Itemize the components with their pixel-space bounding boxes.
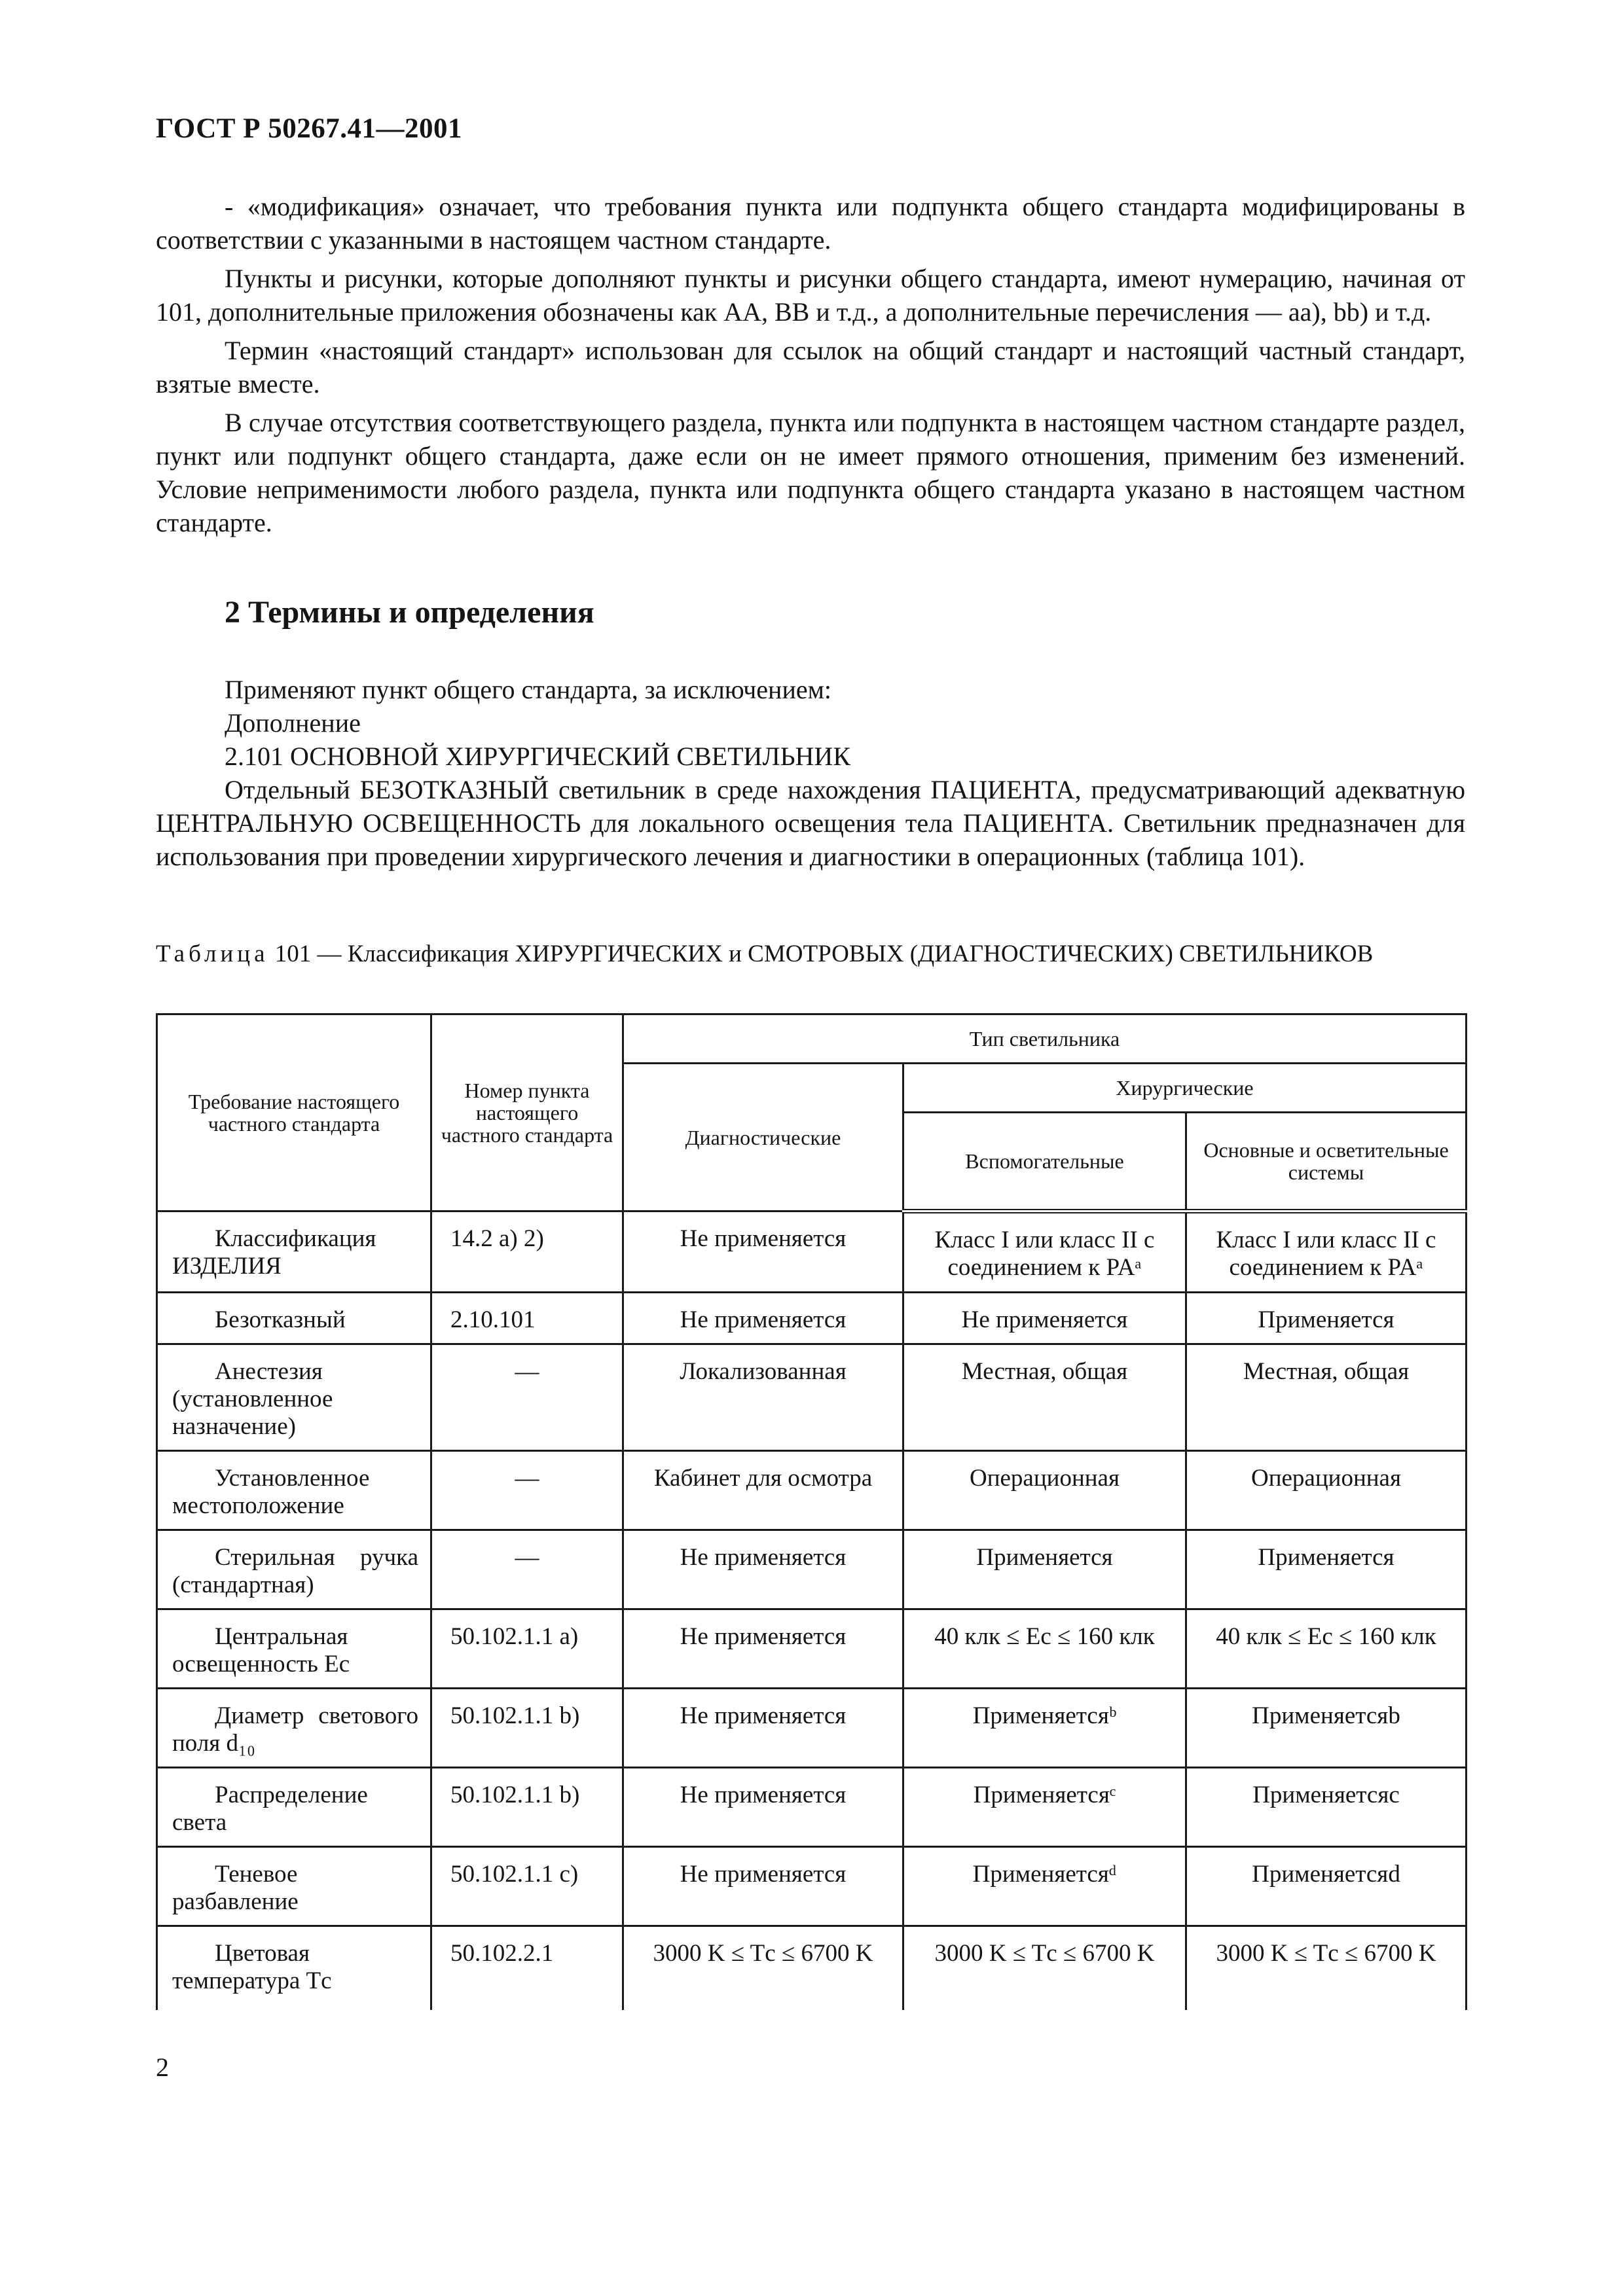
cell-clause: 2.10.101 — [431, 1293, 623, 1344]
section-body — [156, 673, 1465, 873]
cell-diagnostic: Локализованная — [623, 1344, 903, 1451]
table-row — [157, 1451, 1467, 1530]
cell-auxiliary: Местная, общая — [903, 1344, 1186, 1451]
table-row — [157, 1689, 1467, 1768]
cell-auxiliary: Применяетсяᵈ — [903, 1847, 1186, 1926]
cell-requirement: Анестезия (установленное назначение) — [157, 1344, 431, 1451]
page-number: 2 — [156, 2053, 169, 2082]
table-row — [157, 1344, 1467, 1451]
cell-main: Применяется — [1186, 1293, 1467, 1344]
cell-auxiliary: Применяетсяᶜ — [903, 1768, 1186, 1847]
paragraph: Дополнение — [225, 708, 361, 738]
cell-requirement: Цветовая температура Tс — [157, 1926, 431, 2010]
cell-diagnostic: Не применяется — [623, 1609, 903, 1689]
paragraph: Применяют пункт общего стандарта, за исключением: — [225, 675, 832, 704]
cell-requirement: Теневое разбавление — [157, 1847, 431, 1926]
cell-clause: 50.102.2.1 — [431, 1926, 623, 2010]
cell-main: Операционная — [1186, 1451, 1467, 1530]
cell-clause: — — [431, 1451, 623, 1530]
cell-main: Применяетсяb — [1186, 1689, 1467, 1768]
header-surgical: Хирургические — [903, 1064, 1467, 1113]
cell-main: Местная, общая — [1186, 1344, 1467, 1451]
cell-diagnostic: Не применяется — [623, 1847, 903, 1926]
intro-text — [156, 190, 1465, 545]
cell-clause: — — [431, 1344, 623, 1451]
cell-requirement: Распределение света — [157, 1768, 431, 1847]
table-caption — [156, 940, 1465, 969]
cell-clause: 50.102.1.1 a) — [431, 1609, 623, 1689]
cell-main: Применяетсяd — [1186, 1847, 1467, 1926]
table-row — [157, 1293, 1467, 1344]
cell-diagnostic: Не применяется — [623, 1530, 903, 1609]
section-title: 2 Термины и определения — [225, 595, 594, 630]
cell-auxiliary: Применяетсяᵇ — [903, 1689, 1186, 1768]
classification-table — [156, 1013, 1467, 2010]
header-lamp-type: Тип светильника — [623, 1014, 1467, 1064]
header-main: Основные и осветительные системы — [1186, 1113, 1467, 1211]
cell-clause: 50.102.1.1 b) — [431, 1768, 623, 1847]
term-heading: 2.101 ОСНОВНОЙ ХИРУРГИЧЕСКИЙ СВЕТИЛЬНИК — [225, 742, 850, 771]
table-row — [157, 1609, 1467, 1689]
cell-clause: 50.102.1.1 b) — [431, 1689, 623, 1768]
cell-main: Класс I или класс II с соединением к PAᵃ — [1186, 1211, 1467, 1293]
cell-diagnostic: Не применяется — [623, 1689, 903, 1768]
cell-requirement: Стерильная ручка (стандартная) — [157, 1530, 431, 1609]
table-caption-text: 101 — Классификация ХИРУРГИЧЕСКИХ и СМОТРОВЫХ (ДИАГНОСТИЧЕСКИХ) СВЕТИЛЬНИКОВ — [274, 941, 1374, 967]
table-caption-label: Таблица — [156, 941, 269, 967]
cell-diagnostic: Кабинет для осмотра — [623, 1451, 903, 1530]
definition: Отдельный БЕЗОТКАЗНЫЙ светильник в среде нахождения ПАЦИЕНТА, предусматривающий адекватную ЦЕНТРАЛЬНУЮ ОСВЕЩЕННОСТЬ для локального освещения тела ПАЦИЕНТА. Светильник предназначен для использования при проведении хирургического лечения и диагностики в операционных (таблица 101). — [156, 775, 1465, 871]
document-header: ГОСТ Р 50267.41—2001 — [156, 113, 463, 144]
cell-clause: — — [431, 1530, 623, 1609]
header-requirement: Требование настоящего частного стандарта — [157, 1014, 431, 1211]
header-auxiliary: Вспомогательные — [903, 1113, 1186, 1211]
cell-requirement: Классификация ИЗДЕЛИЯ — [157, 1211, 431, 1293]
cell-clause: 14.2 a) 2) — [431, 1211, 623, 1293]
cell-diagnostic: Не применяется — [623, 1211, 903, 1293]
table-row — [157, 1768, 1467, 1847]
paragraph: Термин «настоящий стандарт» использован для ссылок на общий стандарт и настоящий частный стандарт, взятые вместе. — [156, 336, 1465, 399]
table-row — [157, 1211, 1467, 1293]
cell-main: 3000 K ≤ Tс ≤ 6700 K — [1186, 1926, 1467, 2010]
table-row — [157, 1926, 1467, 2010]
cell-auxiliary: Не применяется — [903, 1293, 1186, 1344]
cell-main: 40 клк ≤ Eс ≤ 160 клк — [1186, 1609, 1467, 1689]
cell-requirement: Безотказный — [157, 1293, 431, 1344]
cell-requirement: Установленное местоположение — [157, 1451, 431, 1530]
cell-clause: 50.102.1.1 c) — [431, 1847, 623, 1926]
header-diagnostic: Диагностические — [623, 1064, 903, 1211]
cell-main: Применяетсяc — [1186, 1768, 1467, 1847]
header-clause: Номер пункта настоящего частного стандарта — [431, 1014, 623, 1211]
cell-diagnostic: Не применяется — [623, 1768, 903, 1847]
table-row — [157, 1847, 1467, 1926]
cell-auxiliary: 3000 K ≤ Tс ≤ 6700 K — [903, 1926, 1186, 2010]
cell-auxiliary: Применяется — [903, 1530, 1186, 1609]
cell-auxiliary: Класс I или класс II с соединением к PAᵃ — [903, 1211, 1186, 1293]
paragraph: - «модификация» означает, что требования пункта или подпункта общего стандарта модифицированы в соответствии с указанными в настоящем частном стандарте. — [156, 192, 1465, 255]
cell-diagnostic: 3000 K ≤ Tс ≤ 6700 K — [623, 1926, 903, 2010]
cell-auxiliary: Операционная — [903, 1451, 1186, 1530]
paragraph: В случае отсутствия соответствующего раздела, пункта или подпункта в настоящем частном стандарте раздел, пункт или подпункт общего стандарта, даже если он не имеет прямого отношения, применим без изменений. Условие неприменимости любого раздела, пункта или подпункта общего стандарта указано в настоящем частном стандарте. — [156, 408, 1465, 537]
cell-requirement: Диаметр светового поля d₁₀ — [157, 1689, 431, 1768]
paragraph: Пункты и рисунки, которые дополняют пункты и рисунки общего стандарта, имеют нумерацию, начиная от 101, дополнительные приложения обозначены как АА, ВВ и т.д., а дополнительные перечисления — aa), bb) и т.д. — [156, 264, 1465, 327]
table-row — [157, 1530, 1467, 1609]
cell-diagnostic: Не применяется — [623, 1293, 903, 1344]
cell-auxiliary: 40 клк ≤ Eс ≤ 160 клк — [903, 1609, 1186, 1689]
cell-main: Применяется — [1186, 1530, 1467, 1609]
cell-requirement: Центральная освещенность Eс — [157, 1609, 431, 1689]
